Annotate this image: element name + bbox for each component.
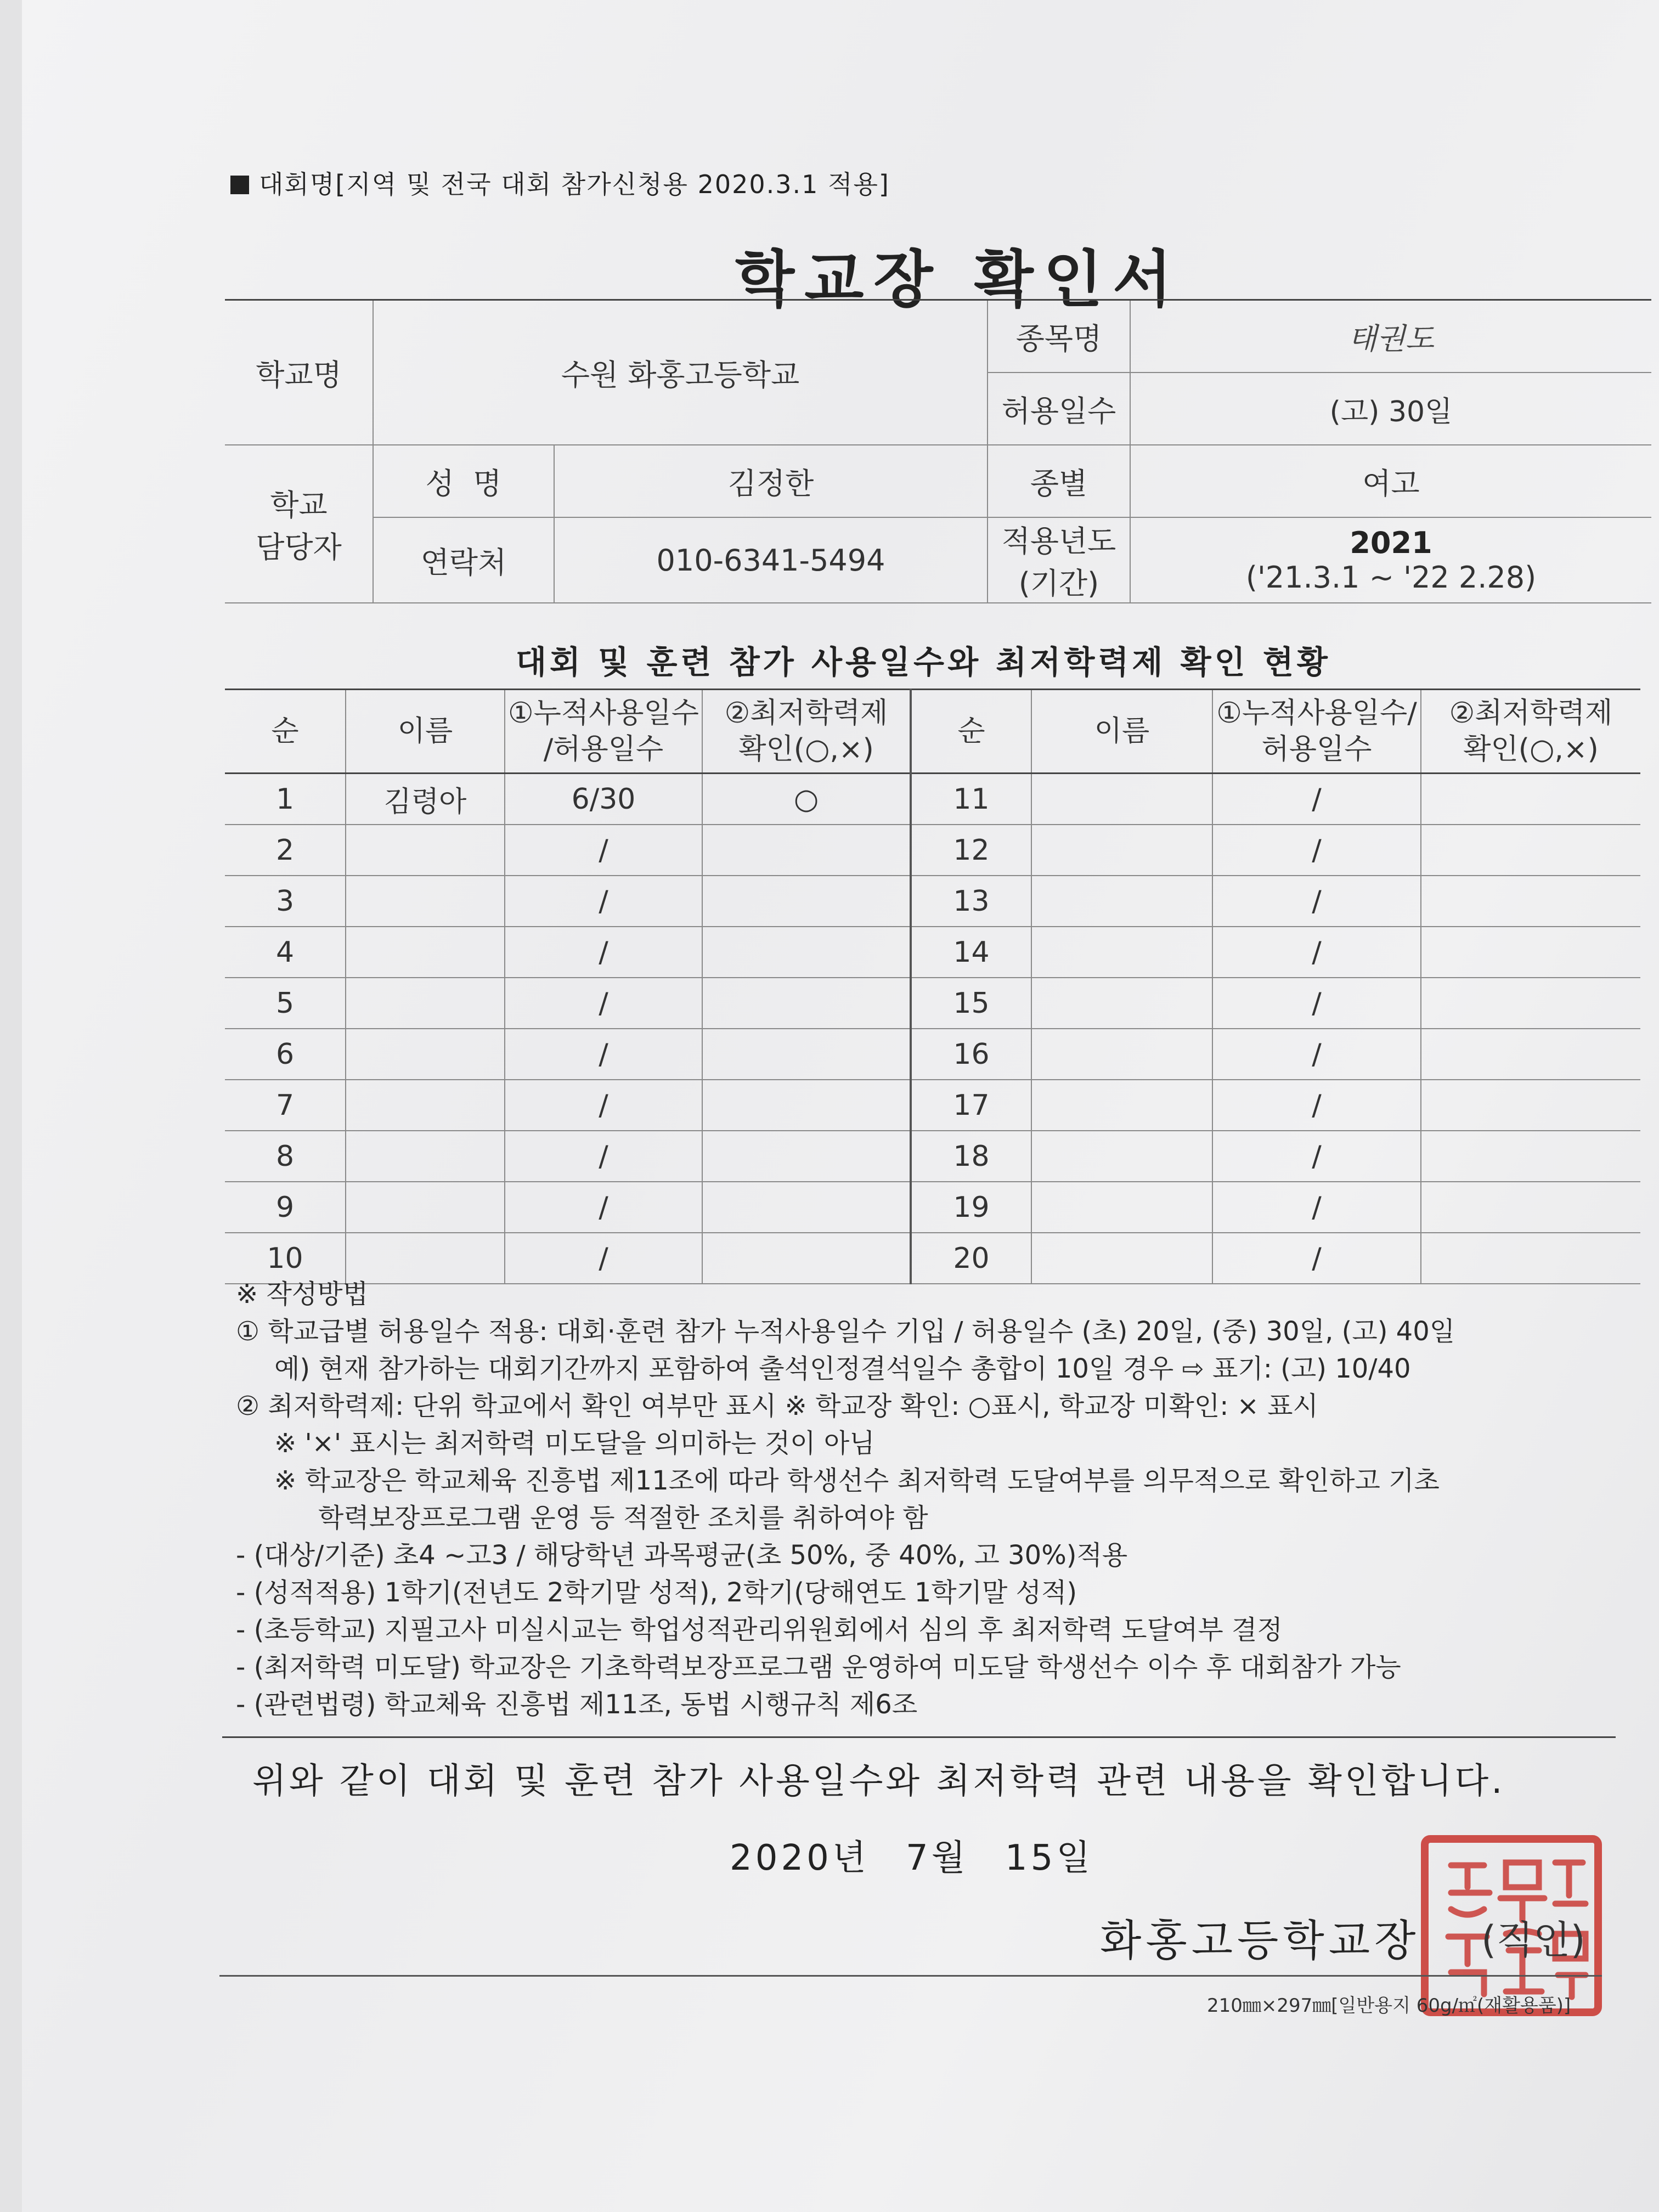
header-name-right: 이름 [1031, 690, 1212, 774]
cell-right-name [1031, 825, 1212, 876]
instruction-2: ② 최저학력제: 단위 학교에서 확인 여부만 표시 ※ 학교장 확인: ○표시, 학교장 미확인: × 표시 [236, 1391, 1318, 1421]
detail-target: - (대상/기준) 초4 ~고3 / 해당학년 과목평균(초 50%, 중 40%, 고 30%)적용 [236, 1540, 1128, 1571]
header-usage-right-line1: ①누적사용일수/ [1216, 697, 1417, 730]
cell-left-usage: / [505, 978, 702, 1029]
table-row [225, 1131, 1640, 1182]
section-title: 대회 및 훈련 참가 사용일수와 최저학력제 확인 현황 [516, 644, 1331, 681]
competition-note-text: 대회명[지역 및 전국 대회 참가신청용 2020.3.1 적용] [259, 170, 890, 199]
cell-left-usage: 6/30 [505, 774, 702, 825]
cell-right-check [1421, 927, 1640, 978]
cell-left-name [346, 876, 505, 927]
header-usage-right [1212, 690, 1421, 774]
cell-left-no: 2 [225, 825, 346, 876]
cell-left-usage: / [505, 876, 702, 927]
cell-right-name [1031, 1029, 1212, 1080]
detail-elementary: - (초등학교) 지필고사 미실시교는 학업성적관리위원회에서 심의 후 최저학력 도달여부 결정 [236, 1615, 1283, 1645]
header-usage-left-line1: ①누적사용일수 [507, 697, 699, 730]
year-value-cell [1130, 517, 1651, 603]
cell-right-usage: / [1212, 1182, 1421, 1233]
cell-right-no: 13 [911, 876, 1031, 927]
cell-right-name [1031, 1182, 1212, 1233]
cell-right-no: 15 [911, 978, 1031, 1029]
header-no-right: 순 [911, 690, 1031, 774]
divider-line [222, 1736, 1616, 1738]
cell-left-name [346, 1131, 505, 1182]
cell-right-no: 18 [911, 1131, 1031, 1182]
type-label: 종별 [988, 445, 1130, 517]
table-row [225, 1029, 1640, 1080]
document-title: 학교장 확인서 [735, 244, 1182, 315]
table-row [225, 978, 1640, 1029]
manager-label-line2: 담당자 [256, 530, 342, 565]
instruction-1: ① 학교급별 허용일수 적용: 대회·훈련 참가 누적사용일수 기입 / 허용일수 (초) 20일, (중) 30일, (고) 40일 [236, 1316, 1455, 1347]
cell-right-usage: / [1212, 876, 1421, 927]
info-table [225, 299, 1651, 603]
cell-left-no: 8 [225, 1131, 346, 1182]
cell-left-no: 1 [225, 774, 346, 825]
cell-right-check [1421, 774, 1640, 825]
cell-left-name [346, 1029, 505, 1080]
sport-value: 태권도 [1130, 300, 1651, 373]
cell-left-check [702, 1029, 911, 1080]
participants-header-row [225, 690, 1640, 774]
detail-grades: - (성적적용) 1학기(전년도 2학기말 성적), 2학기(당해연도 1학기말 성적) [236, 1577, 1077, 1608]
document-page [22, 0, 1659, 2212]
cell-left-usage: / [505, 1131, 702, 1182]
cell-left-no: 5 [225, 978, 346, 1029]
square-bullet-icon [230, 176, 249, 194]
cell-right-usage: / [1212, 1233, 1421, 1284]
allowed-days-label: 허용일수 [988, 373, 1130, 445]
cell-right-usage: / [1212, 825, 1421, 876]
manager-label-line1: 학교 [270, 488, 328, 522]
year-label-line1: 적용년도 [1001, 524, 1116, 558]
cell-left-usage: / [505, 1029, 702, 1080]
header-name-left: 이름 [346, 690, 505, 774]
cell-right-check [1421, 876, 1640, 927]
header-check-left-line1: ②최저학력제 [724, 697, 888, 730]
contact-value: 010-6341-5494 [554, 517, 988, 603]
header-check-right [1421, 690, 1640, 774]
cell-left-name [346, 825, 505, 876]
cell-right-name [1031, 1131, 1212, 1182]
cell-right-name [1031, 978, 1212, 1029]
cell-left-check [702, 876, 911, 927]
cell-left-no: 7 [225, 1080, 346, 1131]
bottom-divider-line [219, 1975, 1602, 1977]
table-row [225, 1080, 1640, 1131]
cell-right-name [1031, 876, 1212, 927]
cell-left-name [346, 978, 505, 1029]
header-check-left-line2: 확인(○,×) [738, 733, 874, 766]
cell-right-usage: / [1212, 1029, 1421, 1080]
instructions-heading: ※ 작성방법 [236, 1279, 368, 1310]
header-no-left: 순 [225, 690, 346, 774]
detail-law: - (관련법령) 학교체육 진흥법 제11조, 동법 시행규칙 제6조 [236, 1689, 918, 1720]
cell-left-usage: / [505, 1182, 702, 1233]
year-period: ('21.3.1 ~ '22 2.28) [1245, 560, 1537, 595]
cell-right-no: 11 [911, 774, 1031, 825]
year-value: 2021 [1350, 526, 1432, 560]
cell-left-check: ○ [702, 774, 911, 825]
cell-right-usage: / [1212, 774, 1421, 825]
cell-right-no: 16 [911, 1029, 1031, 1080]
participants-body [225, 774, 1640, 1284]
cell-left-name [346, 1080, 505, 1131]
sport-label: 종목명 [988, 300, 1130, 373]
paper-spec: 210㎜×297㎜[일반용지 60g/㎡(재활용품)] [1207, 1995, 1571, 2017]
header-usage-left [505, 690, 702, 774]
cell-left-check [702, 978, 911, 1029]
cell-right-check [1421, 825, 1640, 876]
cell-right-usage: / [1212, 978, 1421, 1029]
cell-right-no: 20 [911, 1233, 1031, 1284]
cell-left-check [702, 927, 911, 978]
name-label: 성 명 [373, 445, 554, 517]
competition-note [230, 165, 890, 201]
cell-right-name [1031, 927, 1212, 978]
cell-right-check [1421, 1029, 1640, 1080]
cell-right-no: 14 [911, 927, 1031, 978]
cell-right-usage: / [1212, 1131, 1421, 1182]
school-value: 수원 화홍고등학교 [373, 300, 988, 445]
cell-right-check [1421, 1182, 1640, 1233]
type-value: 여고 [1130, 445, 1651, 517]
header-usage-right-line2: 허용일수 [1261, 733, 1372, 766]
cell-left-usage: / [505, 1080, 702, 1131]
cell-left-no: 4 [225, 927, 346, 978]
cell-right-check [1421, 1131, 1640, 1182]
cell-right-check [1421, 978, 1640, 1029]
cell-left-no: 10 [225, 1233, 346, 1284]
contact-label: 연락처 [373, 517, 554, 603]
principal-signature: 화홍고등학교장 [1100, 1916, 1420, 1966]
cell-left-usage: / [505, 927, 702, 978]
table-row [225, 825, 1640, 876]
header-check-right-line1: ②최저학력제 [1449, 697, 1613, 730]
school-label: 학교명 [225, 300, 373, 445]
cell-right-name [1031, 1080, 1212, 1131]
cell-left-name [346, 927, 505, 978]
detail-below-minimum: - (최저학력 미도달) 학교장은 기초학력보장프로그램 운영하여 미도달 학생선수 이수 후 대회참가 가능 [236, 1652, 1401, 1683]
cell-right-usage: / [1212, 1080, 1421, 1131]
table-row [225, 927, 1640, 978]
cell-right-no: 17 [911, 1080, 1031, 1131]
cell-left-no: 6 [225, 1029, 346, 1080]
cell-right-name [1031, 774, 1212, 825]
cell-left-check [702, 825, 911, 876]
cell-right-no: 12 [911, 825, 1031, 876]
table-row [225, 876, 1640, 927]
cell-left-no: 9 [225, 1182, 346, 1233]
year-label [988, 517, 1130, 603]
instruction-1-example: 예) 현재 참가하는 대회기간까지 포함하여 출석인정결석일수 총합이 10일 경우 ⇨ 표기: (고) 10/40 [274, 1353, 1411, 1384]
name-value: 김정한 [554, 445, 988, 517]
cell-right-usage: / [1212, 927, 1421, 978]
instruction-2-note-b: ※ 학교장은 학교체육 진흥법 제11조에 따라 학생선수 최저학력 도달여부를 의무적으로 확인하고 기초 [274, 1465, 1440, 1496]
cell-left-check [702, 1182, 911, 1233]
confirmation-statement: 위와 같이 대회 및 훈련 참가 사용일수와 최저학력 관련 내용을 확인합니다. [252, 1761, 1505, 1802]
cell-left-name: 김령아 [346, 774, 505, 825]
cell-left-check [702, 1080, 911, 1131]
instruction-2-note-a: ※ '×' 표시는 최저학력 미도달을 의미하는 것이 아님 [274, 1428, 875, 1459]
instruction-2-note-b-cont: 학력보장프로그램 운영 등 적절한 조치를 취하여야 함 [318, 1503, 928, 1533]
header-check-left [702, 690, 911, 774]
header-check-right-line2: 확인(○,×) [1463, 733, 1599, 766]
cell-left-check [702, 1131, 911, 1182]
manager-label [225, 445, 373, 603]
table-row [225, 1182, 1640, 1233]
cell-left-no: 3 [225, 876, 346, 927]
cell-left-usage: / [505, 1233, 702, 1284]
cell-left-name [346, 1182, 505, 1233]
participants-table [225, 689, 1640, 1284]
cell-right-no: 19 [911, 1182, 1031, 1233]
allowed-days-value: (고) 30일 [1130, 373, 1651, 445]
header-usage-left-line2: /허용일수 [543, 733, 664, 766]
year-label-line2: (기간) [1018, 566, 1099, 601]
table-row [225, 774, 1640, 825]
issue-date: 2020년 7월 15일 [730, 1838, 1094, 1878]
cell-left-usage: / [505, 825, 702, 876]
seal-label: (직인) [1481, 1917, 1585, 1962]
cell-right-check [1421, 1080, 1640, 1131]
instructions [236, 1276, 1629, 1723]
